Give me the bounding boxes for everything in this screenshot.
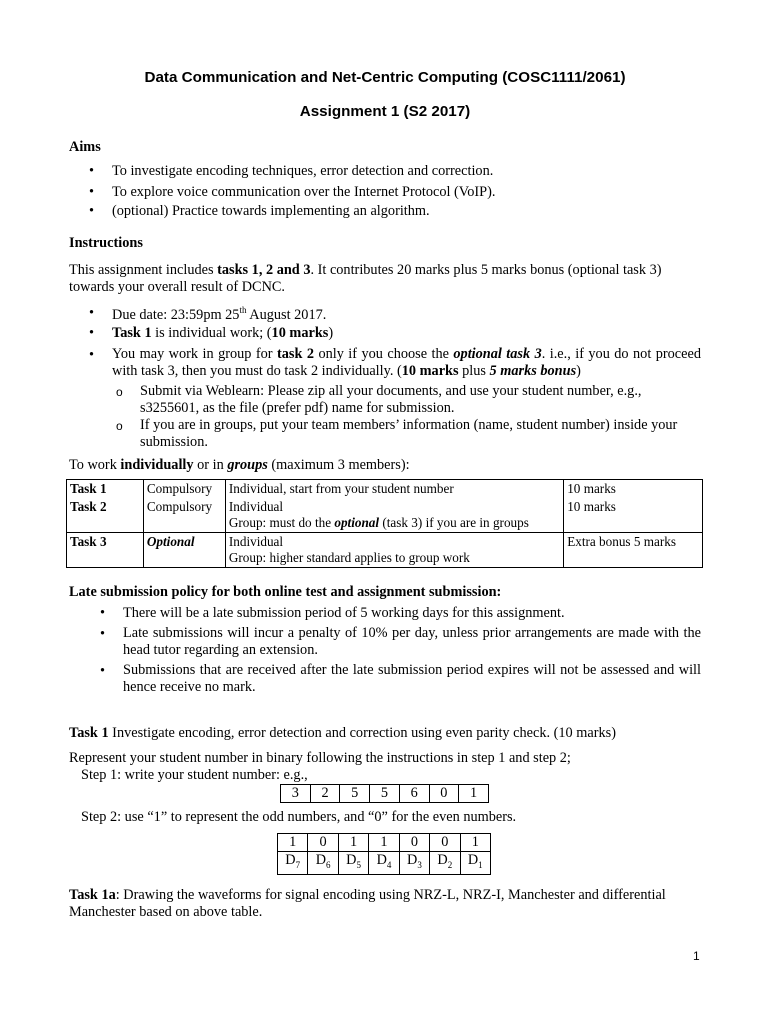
due-date: Due date: 23:59pm 25th August 2017.	[112, 305, 327, 323]
instructions-intro: This assignment includes tasks 1, 2 and 3. It contributes 20 marks plus 5 marks bonus (optional task 3) towards your overall result of DCNC.	[69, 262, 662, 295]
table-row	[281, 785, 489, 803]
marks-cell: 10 marks	[564, 480, 703, 499]
bullet-marker: •	[100, 663, 106, 679]
type-cell: Compulsory	[143, 498, 225, 533]
bit-cell: 1	[369, 834, 399, 852]
bit-cell: 0	[430, 834, 460, 852]
submission-note: Submit via Weblearn: Please zip all your documents, and use your student number, e.g., s3255601, as the file (prefer pdf) name for submission.	[140, 383, 642, 416]
aims-item: To explore voice communication over the Internet Protocol (VoIP).	[112, 184, 496, 200]
table-row	[67, 498, 703, 533]
bit-cell: 0	[308, 834, 338, 852]
description-cell: Individual, start from your student number	[225, 480, 563, 499]
bit-label-cell: $D_1$	[460, 852, 490, 875]
description-cell: Individual Group: must do the optional (task 3) if you are in groups	[225, 498, 563, 533]
student-number-table	[280, 784, 489, 803]
bullet-marker: •	[89, 325, 95, 341]
bit-cell: 1	[338, 834, 368, 852]
task-cell: Task 3	[67, 533, 144, 568]
aims-heading: Aims	[69, 139, 101, 155]
late-policy-item: Submissions that are received after the late submission period expires will not be assessed and will hence receive no mark.	[123, 662, 701, 695]
task1a-text: Task 1a: Drawing the waveforms for signal encoding using NRZ-L, NRZ-I, Manchester and differential Manchester based on above table.	[69, 887, 666, 920]
sub-bullet-marker: o	[116, 385, 123, 399]
digit-cell: 1	[459, 785, 489, 803]
table-row	[278, 852, 491, 875]
marks-cell: 10 marks	[564, 498, 703, 533]
bullet-marker: •	[100, 626, 106, 642]
document-subtitle: Assignment 1 (S2 2017)	[299, 103, 471, 120]
bit-label-cell: $D_4$	[369, 852, 399, 875]
bit-cell: 0	[399, 834, 429, 852]
page-number: 1	[693, 949, 700, 963]
task1-individual-note: Task 1 is individual work; (10 marks)	[112, 325, 334, 341]
task-cell: Task 1	[67, 480, 144, 499]
sub-bullet-marker: o	[116, 419, 123, 433]
work-mode-intro: To work individually or in groups (maximum 3 members):	[69, 457, 410, 473]
group-work-note: You may work in group for task 2 only if you choose the optional task 3. i.e., if you do not proceed with task 3, then you must do task 2 individually. (10 marks plus 5 marks bonus)	[112, 346, 701, 379]
late-policy-heading: Late submission policy for both online test and assignment submission:	[69, 584, 502, 600]
bullet-marker: •	[89, 184, 95, 200]
bullet-marker: •	[100, 605, 106, 621]
digit-cell: 2	[310, 785, 340, 803]
bullet-marker: •	[89, 347, 95, 363]
bullet-marker: •	[89, 203, 95, 219]
late-policy-item: There will be a late submission period of 5 working days for this assignment.	[123, 605, 565, 621]
task1-heading: Task 1 Investigate encoding, error detection and correction using even parity check. (10 marks)	[69, 725, 616, 741]
document-title: Data Communication and Net-Centric Computing (COSC1111/2061)	[144, 69, 626, 86]
digit-cell: 5	[370, 785, 400, 803]
table-row	[278, 834, 491, 852]
task1-represent: Represent your student number in binary following the instructions in step 1 and step 2;	[69, 750, 571, 766]
bit-label-cell: $D_3$	[399, 852, 429, 875]
bit-cell: 1	[460, 834, 490, 852]
bullet-marker: •	[89, 305, 95, 321]
digit-cell: 6	[399, 785, 429, 803]
instructions-heading: Instructions	[69, 235, 143, 251]
late-policy-item: Late submissions will incur a penalty of 10% per day, unless prior arrangements are made with the head tutor regarding an extension.	[123, 625, 701, 658]
digit-cell: 0	[429, 785, 459, 803]
type-cell: Optional	[143, 533, 225, 568]
description-cell: Individual Group: higher standard applies to group work	[225, 533, 563, 568]
step2-text: Step 2: use “1” to represent the odd numbers, and “0” for the even numbers.	[81, 809, 517, 825]
type-cell: Compulsory	[143, 480, 225, 499]
aims-item: (optional) Practice towards implementing an algorithm.	[112, 203, 430, 219]
bit-cell: 1	[278, 834, 308, 852]
table-row	[67, 533, 703, 568]
group-info-note: If you are in groups, put your team members’ information (name, student number) inside your submission.	[140, 417, 678, 450]
bullet-marker: •	[89, 163, 95, 179]
task-table	[66, 479, 703, 568]
aims-item: To investigate encoding techniques, error detection and correction.	[112, 163, 494, 179]
table-row	[67, 480, 703, 499]
binary-table	[277, 833, 491, 875]
bit-label-cell: $D_2$	[430, 852, 460, 875]
step1-text: Step 1: write your student number: e.g.,	[81, 767, 308, 783]
digit-cell: 3	[281, 785, 311, 803]
bit-label-cell: $D_7$	[278, 852, 308, 875]
bit-label-cell: $D_5$	[338, 852, 368, 875]
task-cell: Task 2	[67, 498, 144, 533]
digit-cell: 5	[340, 785, 370, 803]
marks-cell: Extra bonus 5 marks	[564, 533, 703, 568]
bit-label-cell: $D_6$	[308, 852, 338, 875]
